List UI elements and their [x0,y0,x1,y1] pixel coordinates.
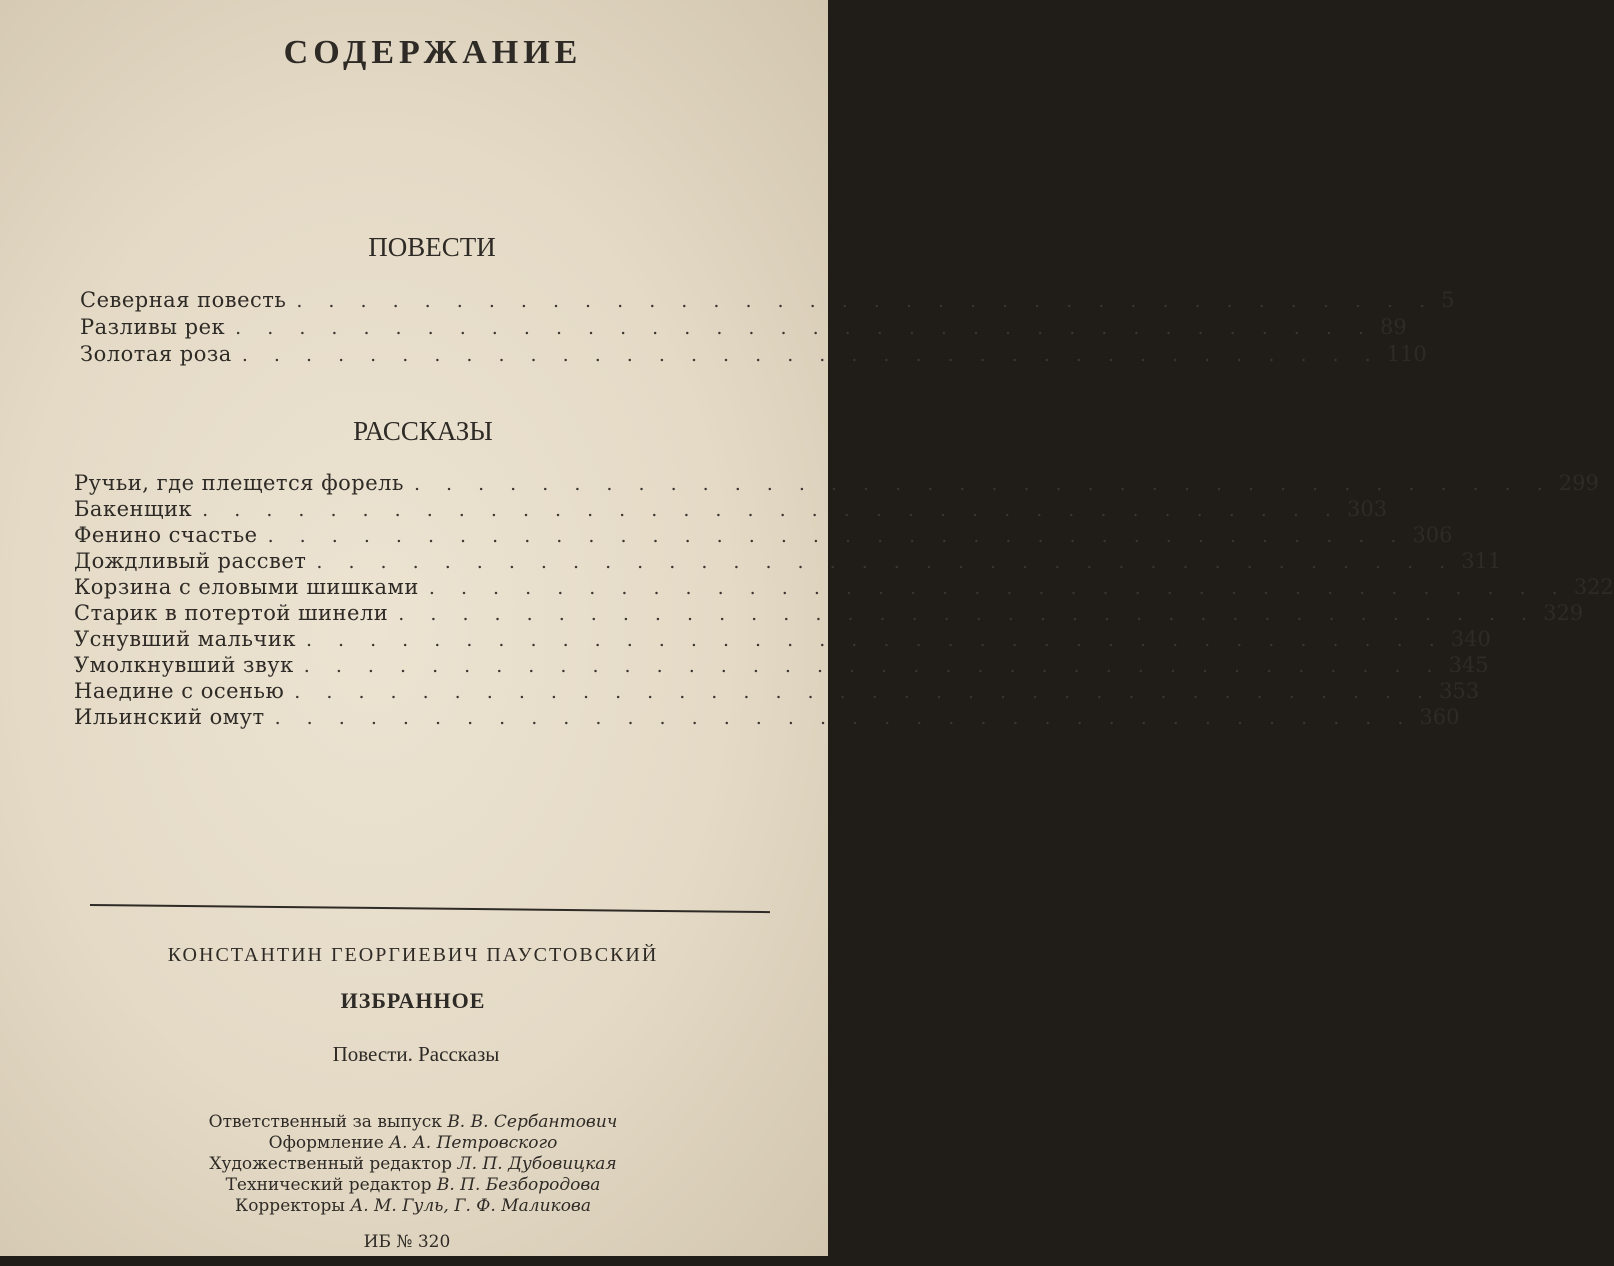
toc-entry-title: Фенино счастье [74,523,258,547]
toc-entry [74,549,1502,575]
section-heading-povesti: ПОВЕСТИ [368,232,496,262]
toc-entry-page: 110 [1386,342,1427,366]
toc-entry-page: 345 [1448,653,1489,677]
toc-entry [74,471,1599,497]
dot-leader: . . . . . . . . . . . . . . . . . . . . . . . . . . . . . . . . . . . . [316,551,1456,573]
dot-leader: . . . . . . . . . . . . . . . . . . . . . . . . . . . . . . . . . . . . [398,603,1538,625]
credit-name: Л. П. Дубовицкая [457,1154,617,1174]
dot-leader: . . . . . . . . . . . . . . . . . . . . . . . . . . . . . . . . . . . . [235,317,1374,339]
toc-entry-title: Ильинский омут [74,705,265,729]
credit-name: В. П. Безбородова [436,1175,601,1195]
toc-entry [74,601,1584,627]
toc-entry-page: 89 [1379,315,1407,339]
credit-role: Ответственный за выпуск [208,1112,442,1132]
credit-role: Художественный редактор [209,1154,453,1174]
dot-leader: . . . . . . . . . . . . . . . . . . . . . . . . . . . . . . . . . . . . [303,655,1443,677]
toc-entry-title: Умолкнувший звук [74,653,294,677]
toc-entry-page: 353 [1439,679,1480,703]
toc-entry-page: 329 [1543,601,1584,625]
ib-number: ИБ № 320 [363,1232,451,1252]
toc-entry-title: Корзина с еловыми шишками [74,575,419,599]
toc-entry-title: Старик в потертой шинели [74,601,389,625]
credit-name: А. М. Гуль, Г. Ф. Маликова [350,1196,591,1216]
book-title: ИЗБРАННОЕ [340,988,486,1013]
toc-entry-title: Дождливый рассвет [74,549,307,573]
author-name: КОНСТАНТИН ГЕОРГИЕВИЧ ПАУСТОВСКИЙ [167,944,659,966]
toc-entry [74,627,1491,653]
toc-entry-page: 299 [1558,471,1599,495]
credit-line [0,1175,826,1196]
toc-entry [74,523,1453,549]
dot-leader: . . . . . . . . . . . . . . . . . . . . . . . . . . . . . . . . . . . . [274,707,1414,729]
dot-leader: . . . . . . . . . . . . . . . . . . . . . . . . . . . . . . . . . . . . [241,344,1381,366]
toc-entry [80,315,1407,341]
credit-name: В. В. Сербантович [447,1112,618,1132]
toc-entry-page: 303 [1346,497,1388,521]
toc-entry-page: 322 [1573,575,1614,599]
toc-entry-title: Разливы рек [80,315,226,339]
dot-leader: . . . . . . . . . . . . . . . . . . . . . . . . . . . . . . . . . . . . [267,525,1407,547]
toc-entry [80,288,1455,314]
dot-leader: . . . . . . . . . . . . . . . . . . . . . . . . . . . . . . . . . . . . [202,499,1341,521]
section-heading-rasskazy: РАССКАЗЫ [353,416,493,446]
toc-entry-page: 5 [1441,288,1455,312]
toc-entry [74,653,1489,679]
credit-line [0,1196,826,1217]
dot-leader: . . . . . . . . . . . . . . . . . . . . . . . . . . . . . . . . . . . . [428,577,1568,599]
credit-line [0,1112,826,1133]
toc-entry [74,575,1614,601]
credit-role: Оформление [268,1133,384,1153]
toc-entry [74,497,1388,523]
credit-line [0,1133,826,1154]
toc-entry-title: Золотая роза [80,342,232,366]
toc-entry-title: Ручьи, где плещется форель [74,471,404,495]
toc-entry-page: 340 [1450,627,1491,651]
toc-entry [74,679,1480,705]
dot-leader: . . . . . . . . . . . . . . . . . . . . . . . . . . . . . . . . . . . . [294,681,1434,703]
toc-entry-title: Наедине с осенью [74,679,285,703]
credit-role: Корректоры [235,1196,345,1216]
toc-entry [74,705,1460,731]
toc-entry-title: Уснувший мальчик [74,627,296,651]
toc-entry-title: Северная повесть [80,288,287,312]
toc-entry-page: 306 [1412,523,1453,547]
divider-rule [90,904,770,913]
toc-entry-page: 360 [1419,705,1460,729]
dot-leader: . . . . . . . . . . . . . . . . . . . . . . . . . . . . . . . . . . . . [305,629,1445,651]
toc-entry-title: Бакенщик [74,497,193,521]
page-title: СОДЕРЖАНИЕ [283,34,583,71]
credit-role: Технический редактор [225,1175,432,1195]
book-subtitle: Повести. Рассказы [332,1042,500,1066]
toc-entry [80,342,1427,368]
toc-entry-page: 311 [1461,549,1502,573]
credit-line [0,1154,826,1175]
dot-leader: . . . . . . . . . . . . . . . . . . . . . . . . . . . . . . . . . . . . [413,473,1553,495]
credits-list [0,1112,826,1217]
dot-leader: . . . . . . . . . . . . . . . . . . . . . . . . . . . . . . . . . . . . [296,290,1436,312]
credit-name: А. А. Петровского [389,1133,558,1153]
